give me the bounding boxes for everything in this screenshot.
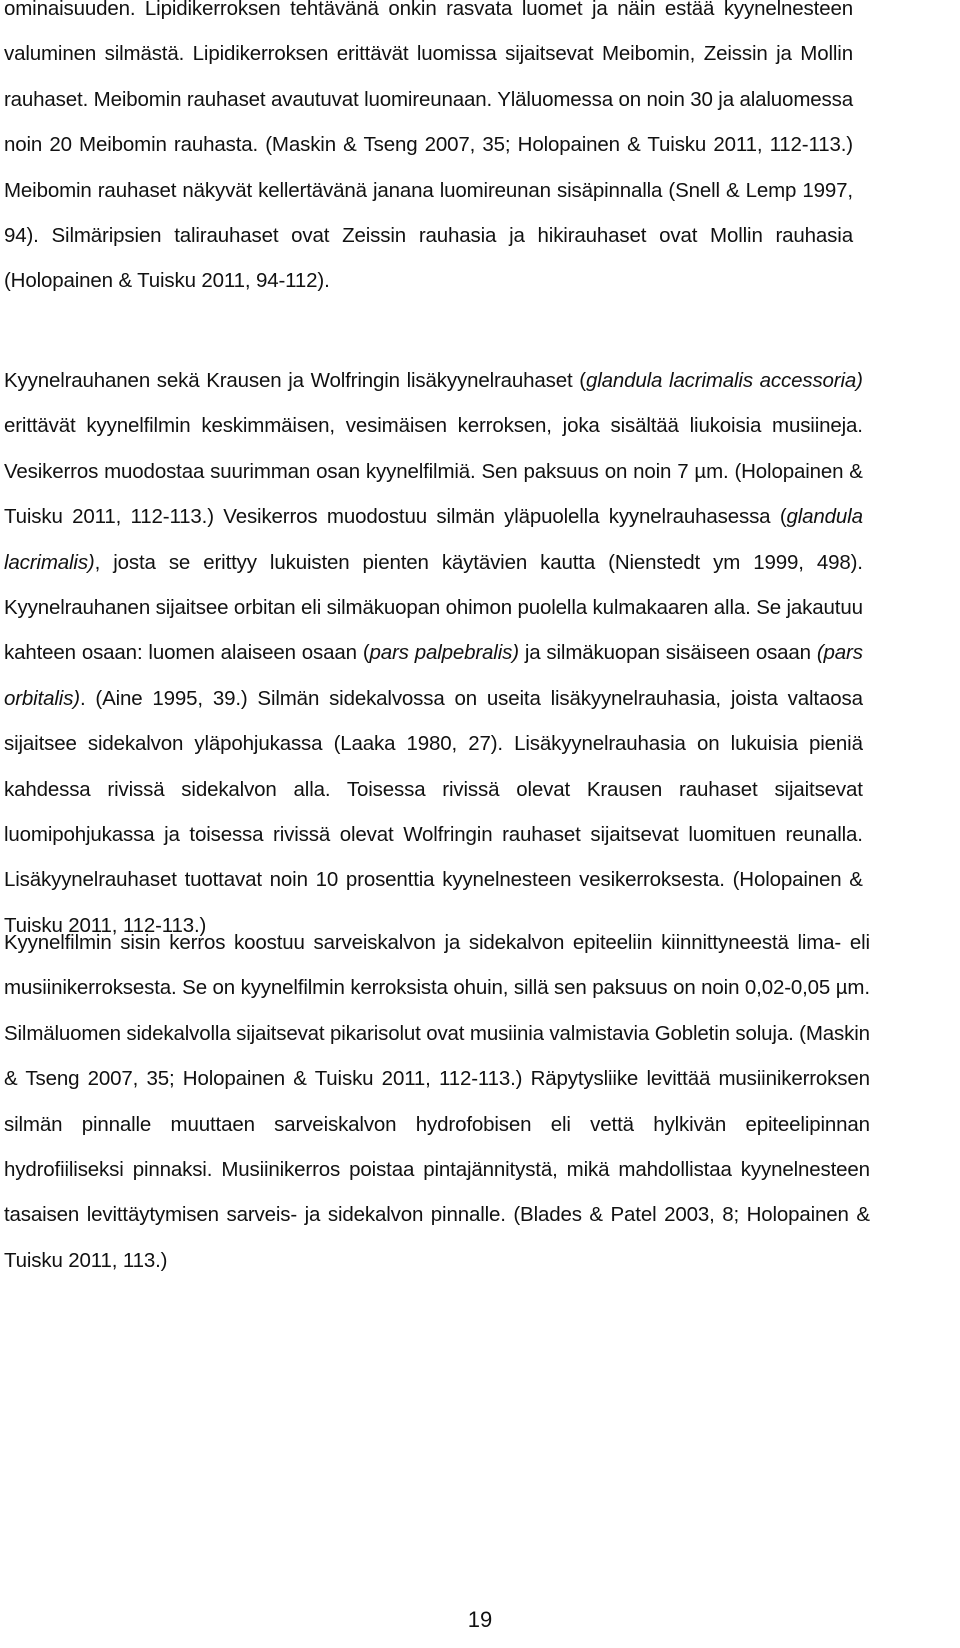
text-line	[4, 1147, 870, 1192]
italic-term: glandula	[786, 505, 863, 529]
italic-term: (pars	[816, 641, 863, 665]
text-run: , josta se erittyy lukuisten pienten käytävien kautta (Nienstedt ym 1999, 498).	[94, 550, 863, 574]
text-line	[4, 449, 863, 494]
paragraph-aqueous-layer	[4, 358, 863, 948]
text-run: ominaisuuden. Lipidikerroksen tehtävänä onkin rasvata luomet ja näin estää kyynelnesteen	[4, 0, 853, 20]
text-line	[4, 168, 853, 213]
text-run: hydrofiiliseksi pinnaksi. Musiinikerros poistaa pintajännitystä, mikä mahdollistaa kyynelnesteen	[4, 1158, 870, 1182]
paragraph-mucin-layer	[4, 920, 870, 1283]
text-run: ja silmäkuopan sisäiseen osaan	[518, 641, 817, 665]
text-line	[4, 767, 863, 812]
text-run: kahteen osaan: luomen alaiseen osaan (	[4, 641, 370, 665]
text-line	[4, 585, 863, 630]
text-line	[4, 1011, 870, 1056]
text-line	[4, 213, 853, 258]
text-run: Kyynelrauhanen sijaitsee orbitan eli silmäkuopan ohimon puolella kulmakaaren alla. Se jakautuu	[4, 596, 863, 620]
text-line	[4, 0, 853, 31]
text-line	[4, 857, 863, 902]
text-line	[4, 540, 863, 585]
italic-term: lacrimalis)	[4, 550, 95, 574]
text-run: tasaisen levittäytymisen sarveis- ja sidekalvon pinnalle. (Blades & Patel 2003, 8; Holopainen &	[4, 1203, 870, 1227]
text-line	[4, 676, 863, 721]
text-run: Kyynelrauhanen sekä Krausen ja Wolfringin lisäkyynelrauhaset (	[4, 369, 586, 392]
text-line	[4, 630, 863, 675]
text-run: & Tseng 2007, 35; Holopainen & Tuisku 2011, 112-113.) Räpytysliike levittää musiinikerroksen	[4, 1067, 870, 1091]
text-line	[4, 1102, 870, 1147]
text-run: luomipohjukassa ja toisessa rivissä olevat Wolfringin rauhaset sijaitsevat luomituen reunalla.	[4, 823, 863, 847]
text-run: Kyynelfilmin sisin kerros koostuu sarveiskalvon ja sidekalvon epiteeliin kiinnittyneestä lima- eli	[4, 931, 870, 954]
text-line	[4, 1192, 870, 1237]
text-run: Meibomin rauhaset näkyvät kellertävänä janana luomireunan sisäpinnalla (Snell & Lemp 1997,	[4, 178, 853, 202]
text-run: Tuisku 2011, 112-113.)	[4, 913, 207, 937]
text-line	[4, 77, 853, 122]
text-run: sijaitsee sidekalvon yläpohjukassa (Laaka 1980, 27). Lisäkyynelrauhasia on lukuisia pieniä	[4, 732, 863, 756]
text-line	[4, 812, 863, 857]
text-run: Tuisku 2011, 112-113.) Vesikerros muodostuu silmän yläpuolella kyynelrauhasessa (	[4, 505, 787, 529]
text-line	[4, 721, 863, 766]
text-run: Lisäkyynelrauhaset tuottavat noin 10 prosenttia kyynelnesteen vesikerroksesta. (Holopainen &	[4, 868, 863, 892]
text-line	[4, 965, 870, 1010]
text-line	[4, 1056, 870, 1101]
italic-term: glandula lacrimalis accessoria)	[585, 369, 863, 392]
text-run: Silmäluomen sidekalvolla sijaitsevat pikarisolut ovat musiinia valmistavia Gobletin soluja. (Maskin	[4, 1021, 870, 1045]
paragraph-lipid-layer	[4, 0, 853, 304]
text-line	[4, 31, 853, 76]
text-line	[4, 403, 863, 448]
text-run: musiinikerroksesta. Se on kyynelfilmin kerroksista ohuin, sillä sen paksuus on noin 0,02-0,05 µm.	[4, 976, 870, 1000]
text-run: Tuisku 2011, 113.)	[4, 1248, 168, 1272]
text-run: noin 20 Meibomin rauhasta. (Maskin & Tseng 2007, 35; Holopainen & Tuisku 2011, 112-113.)	[4, 133, 853, 157]
text-run: silmän pinnalle muuttaen sarveiskalvon hydrofobisen eli vettä hylkivän epiteelipinnan	[4, 1112, 870, 1136]
text-line	[4, 358, 863, 403]
text-line	[4, 494, 863, 539]
text-run: 94). Silmäripsien talirauhaset ovat Zeissin rauhasia ja hikirauhaset ovat Mollin rauhasia	[4, 224, 853, 248]
text-run: valuminen silmästä. Lipidikerroksen erittävät luomissa sijaitsevat Meibomin, Zeissin ja Mollin	[4, 42, 853, 66]
italic-term: orbitalis)	[4, 686, 80, 710]
text-run: (Holopainen & Tuisku 2011, 94-112).	[4, 269, 330, 293]
text-run: Vesikerros muodostaa suurimman osan kyynelfilmiä. Sen paksuus on noin 7 µm. (Holopainen &	[4, 459, 863, 483]
text-line	[4, 122, 853, 167]
text-run: . (Aine 1995, 39.) Silmän sidekalvossa on useita lisäkyynelrauhasia, joista valtaosa	[79, 686, 863, 710]
page-number: 19	[467, 1607, 493, 1632]
text-run: kahdessa rivissä sidekalvon alla. Toisessa rivissä olevat Krausen rauhaset sijaitsevat	[4, 777, 863, 801]
text-run: erittävät kyynelfilmin keskimmäisen, vesimäisen kerroksen, joka sisältää liukoisia musiineja.	[4, 414, 863, 438]
text-run: rauhaset. Meibomin rauhaset avautuvat luomireunaan. Yläluomessa on noin 30 ja alaluomessa	[4, 87, 853, 111]
text-line	[4, 1238, 870, 1283]
italic-term: pars palpebralis)	[369, 641, 519, 665]
text-line	[4, 258, 853, 303]
text-line	[4, 920, 870, 965]
